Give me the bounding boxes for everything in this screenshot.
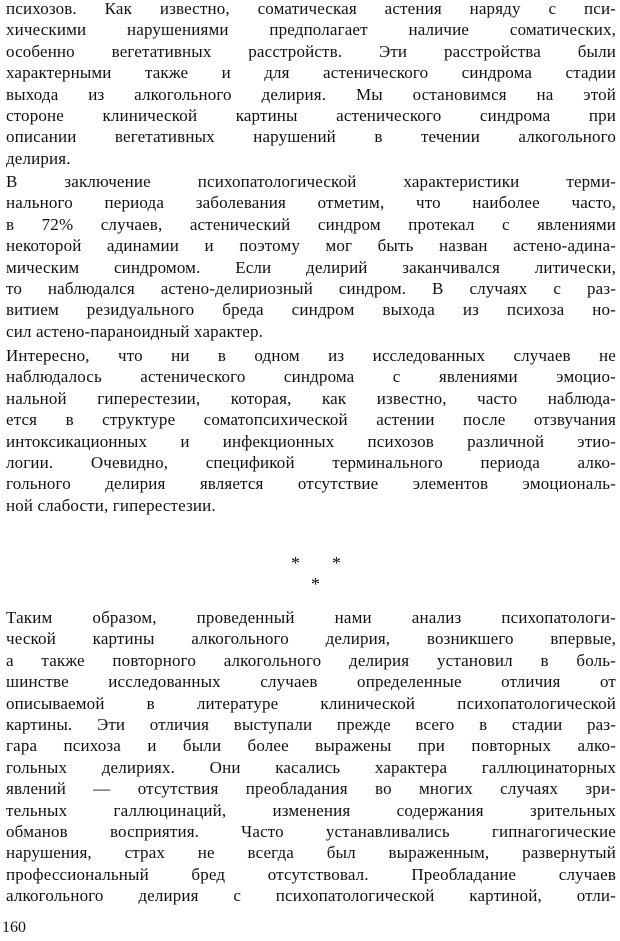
text-line: тельных галлюцинаций, изменения содержания зрительных: [6, 800, 616, 820]
text-line: описании вегетативных нарушений в течении алкогольного: [6, 127, 616, 147]
text-line: обманов восприятия. Часто устанавливались гипнагогические: [6, 821, 616, 841]
asterisk: *: [291, 553, 300, 573]
section-separator: [0, 548, 620, 598]
page-number: 160: [2, 919, 26, 936]
text-line: выхода из алкогольного делирия. Мы остановимся на этой: [6, 84, 616, 104]
text-line: то наблюдался астено-делириозный синдром. В случаях с раз-: [6, 278, 616, 298]
text-line: В заключение психопатологической характеристики терми-: [6, 172, 616, 191]
paragraph-somatic-asthenia: [6, 0, 616, 169]
paragraph-emotional-hyperesthesia: [6, 345, 616, 516]
text-line: стороне клинической картины астенического синдрома при: [6, 105, 616, 125]
text-line: ется в структуре соматопсихической астении после отзвучания: [6, 410, 616, 430]
asterisk: *: [311, 574, 320, 594]
paragraph-terminal-period: [6, 171, 616, 342]
text-line: ческой картины алкогольного делирия, возникшего впервые,: [6, 629, 616, 649]
text-line: ной слабости, гиперестезии.: [6, 495, 216, 515]
text-line: нарушения, страх не всегда был выраженным, развернутый: [6, 843, 616, 863]
text-line: алкогольного делирия с психопатологической картиной, отли-: [6, 886, 616, 906]
text-line: шинстве исследованных случаев определенные отличия от: [6, 672, 616, 692]
text-line: психозов. Как известно, соматическая астения наряду с пси-: [6, 0, 616, 18]
text-line: профессиональный бред отсутствовал. Преобладание случаев: [6, 864, 616, 884]
text-line: нального периода заболевания отметим, что наиболее часто,: [6, 193, 616, 213]
text-line: Интересно, что ни в одном из исследованных случаев не: [6, 346, 616, 365]
text-line: гольного делирия является отсутствие элементов эмоциональ-: [6, 474, 616, 494]
text-line: делирия.: [6, 148, 71, 168]
text-line: наблюдалось астенического синдрома с явлениями эмоцио-: [6, 367, 616, 387]
text-line: витием резидуального бреда синдром выхода из психоза но-: [6, 300, 616, 320]
text-line: нальной гиперестезии, которая, как известно, часто наблюда-: [6, 388, 616, 408]
text-line: некоторой адинамии и поэтому мог быть назван астено-адина-: [6, 236, 616, 256]
text-line: особенно вегетативных расстройств. Эти расстройства были: [6, 41, 616, 61]
text-line: сил астено-параноидный характер.: [6, 321, 264, 341]
text-line: хическими нарушениями предполагает наличие соматических,: [6, 20, 616, 40]
asterisk: *: [332, 553, 341, 573]
text-line: описываемой в литературе клинической психопатологической: [6, 693, 616, 713]
text-line: логии. Очевидно, спецификой терминального периода алко-: [6, 452, 616, 472]
text-line: гольных делириях. Они касались характера галлюцинаторных: [6, 757, 616, 777]
text-line: а также повторного алкогольного делирия установил в боль-: [6, 650, 616, 670]
text-line: мическим синдромом. Если делирий заканчивался литически,: [6, 257, 616, 277]
text-line: явлений — отсутствия преобладания во многих случаях зри-: [6, 779, 616, 799]
text-line: интоксикационных и инфекционных психозов различной этио-: [6, 431, 616, 451]
paragraph-conclusion: [6, 607, 616, 906]
text-line: картины. Эти отличия выступали прежде всего в стадии раз-: [6, 714, 616, 734]
text-line: Таким образом, проведенный нами анализ психопатологи-: [6, 608, 616, 627]
text-line: гара психоза и были более выражены при повторных алко-: [6, 736, 616, 756]
text-line: характерными также и для астенического синдрома стадии: [6, 63, 616, 83]
text-line: в 72% случаев, астенический синдром протекал с явлениями: [6, 214, 616, 234]
